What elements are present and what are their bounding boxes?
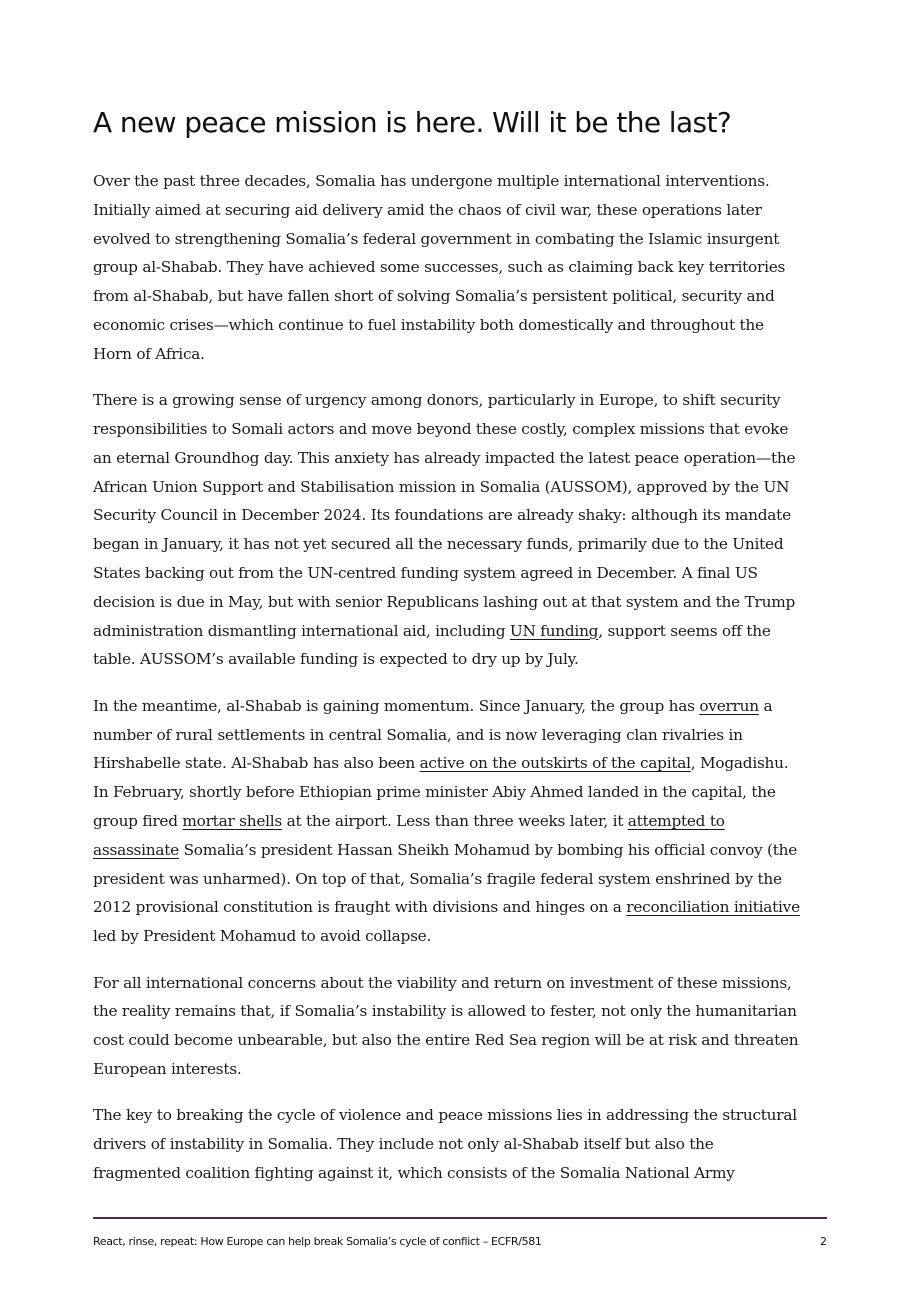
text-line: States backing out from the UN-centred funding system agreed in December. A final US: [93, 563, 758, 582]
text-segment: at the airport. Less than three weeks later, it: [282, 811, 628, 830]
text-line: fragmented coalition fighting against it, which consists of the Somalia National Army: [93, 1163, 735, 1182]
page-number: 2: [820, 1235, 827, 1248]
mortar-shells-link[interactable]: mortar shells: [182, 811, 283, 830]
reconciliation-initiative-link[interactable]: reconciliation initiative: [626, 898, 800, 917]
paragraph-1: [93, 167, 827, 369]
paragraph-2: [93, 386, 827, 674]
page-title: A new peace mission is here. Will it be the last?: [93, 106, 732, 139]
text-line: [93, 893, 827, 922]
text-line: from al-Shabab, but have fallen short of solving Somalia’s persistent political, security and: [93, 287, 775, 306]
text-line: [93, 807, 827, 836]
un-funding-link[interactable]: UN funding: [509, 621, 599, 640]
text-segment: Hirshabelle state. Al-Shabab has also been: [93, 754, 420, 773]
text-line: group al-Shabab. They have achieved some successes, such as claiming back key territories: [93, 258, 786, 277]
text-line: cost could become unbearable, but also the entire Red Sea region will be at risk and threaten: [93, 1031, 799, 1050]
text-line: began in January, it has not yet secured all the necessary funds, primarily due to the United: [93, 535, 784, 554]
text-segment: In the meantime, al-Shabab is gaining momentum. Since January, the group has: [93, 696, 700, 715]
text-segment: administration dismantling international aid, including: [93, 621, 510, 640]
text-line: Initially aimed at securing aid delivery amid the chaos of civil war, these operations later: [93, 200, 762, 219]
text-line: In February, shortly before Ethiopian prime minister Abiy Ahmed landed in the capital, the: [93, 783, 776, 802]
text-line: There is a growing sense of urgency among donors, particularly in Europe, to shift security: [93, 391, 781, 410]
text-segment: 2012 provisional constitution is fraught with divisions and hinges on a: [93, 898, 627, 917]
text-line: [93, 617, 827, 646]
text-line: European interests.: [93, 1059, 242, 1078]
text-line: evolved to strengthening Somalia’s federal government in combating the Islamic insurgent: [93, 229, 780, 248]
text-line: [93, 749, 827, 778]
text-line: [93, 836, 827, 865]
paragraph-5: [93, 1101, 827, 1187]
text-line: For all international concerns about the viability and return on investment of these missions,: [93, 973, 792, 992]
text-segment: Somalia’s president Hassan Sheikh Mohamud by bombing his official convoy (the: [178, 840, 798, 859]
text-line: number of rural settlements in central Somalia, and is now leveraging clan rivalries in: [93, 725, 743, 744]
text-line: Over the past three decades, Somalia has undergone multiple international interventions.: [93, 172, 770, 190]
text-line: led by President Mohamud to avoid collapse.: [93, 927, 432, 946]
text-line: responsibilities to Somali actors and move beyond these costly, complex missions that evoke: [93, 419, 789, 438]
text-line: an eternal Groundhog day. This anxiety has already impacted the latest peace operation—the: [93, 448, 796, 467]
footer-divider: [93, 1217, 827, 1219]
attempted-to-assassinate-link[interactable]: attempted to: [627, 811, 725, 830]
text-segment: , Mogadishu.: [690, 754, 789, 773]
text-segment: a: [758, 696, 773, 715]
paragraph-4: [93, 969, 827, 1084]
active-outskirts-capital-link[interactable]: active on the outskirts of the capital: [419, 754, 691, 773]
text-line: Security Council in December 2024. Its foundations are already shaky: although its mandate: [93, 506, 791, 525]
paragraph-3: [93, 692, 827, 951]
text-line: economic crises—which continue to fuel instability both domestically and throughout the: [93, 315, 764, 334]
text-line: African Union Support and Stabilisation mission in Somalia (AUSSOM), approved by the UN: [93, 477, 790, 496]
text-segment: group fired: [93, 811, 183, 830]
text-line: president was unharmed). On top of that, Somalia’s fragile federal system enshrined by the: [93, 869, 782, 888]
text-line: the reality remains that, if Somalia’s instability is allowed to fester, not only the humanitarian: [93, 1002, 797, 1021]
text-line: [93, 692, 827, 721]
text-line: The key to breaking the cycle of violence and peace missions lies in addressing the structural: [93, 1106, 797, 1125]
overrun-link[interactable]: overrun: [699, 696, 759, 715]
text-segment: , support seems off the: [598, 621, 771, 640]
attempted-to-assassinate-link-continued[interactable]: assassinate: [93, 840, 179, 859]
footer-title: React, rinse, repeat: How Europe can help break Somalia’s cycle of conflict – ECFR/581: [93, 1235, 542, 1248]
article-body: [93, 167, 827, 1205]
text-line: decision is due in May, but with senior Republicans lashing out at that system and the Trump: [93, 592, 795, 611]
text-line: table. AUSSOM’s available funding is expected to dry up by July.: [93, 650, 579, 669]
text-line: drivers of instability in Somalia. They include not only al-Shabab itself but also the: [93, 1135, 714, 1154]
text-line: Horn of Africa.: [93, 344, 205, 363]
